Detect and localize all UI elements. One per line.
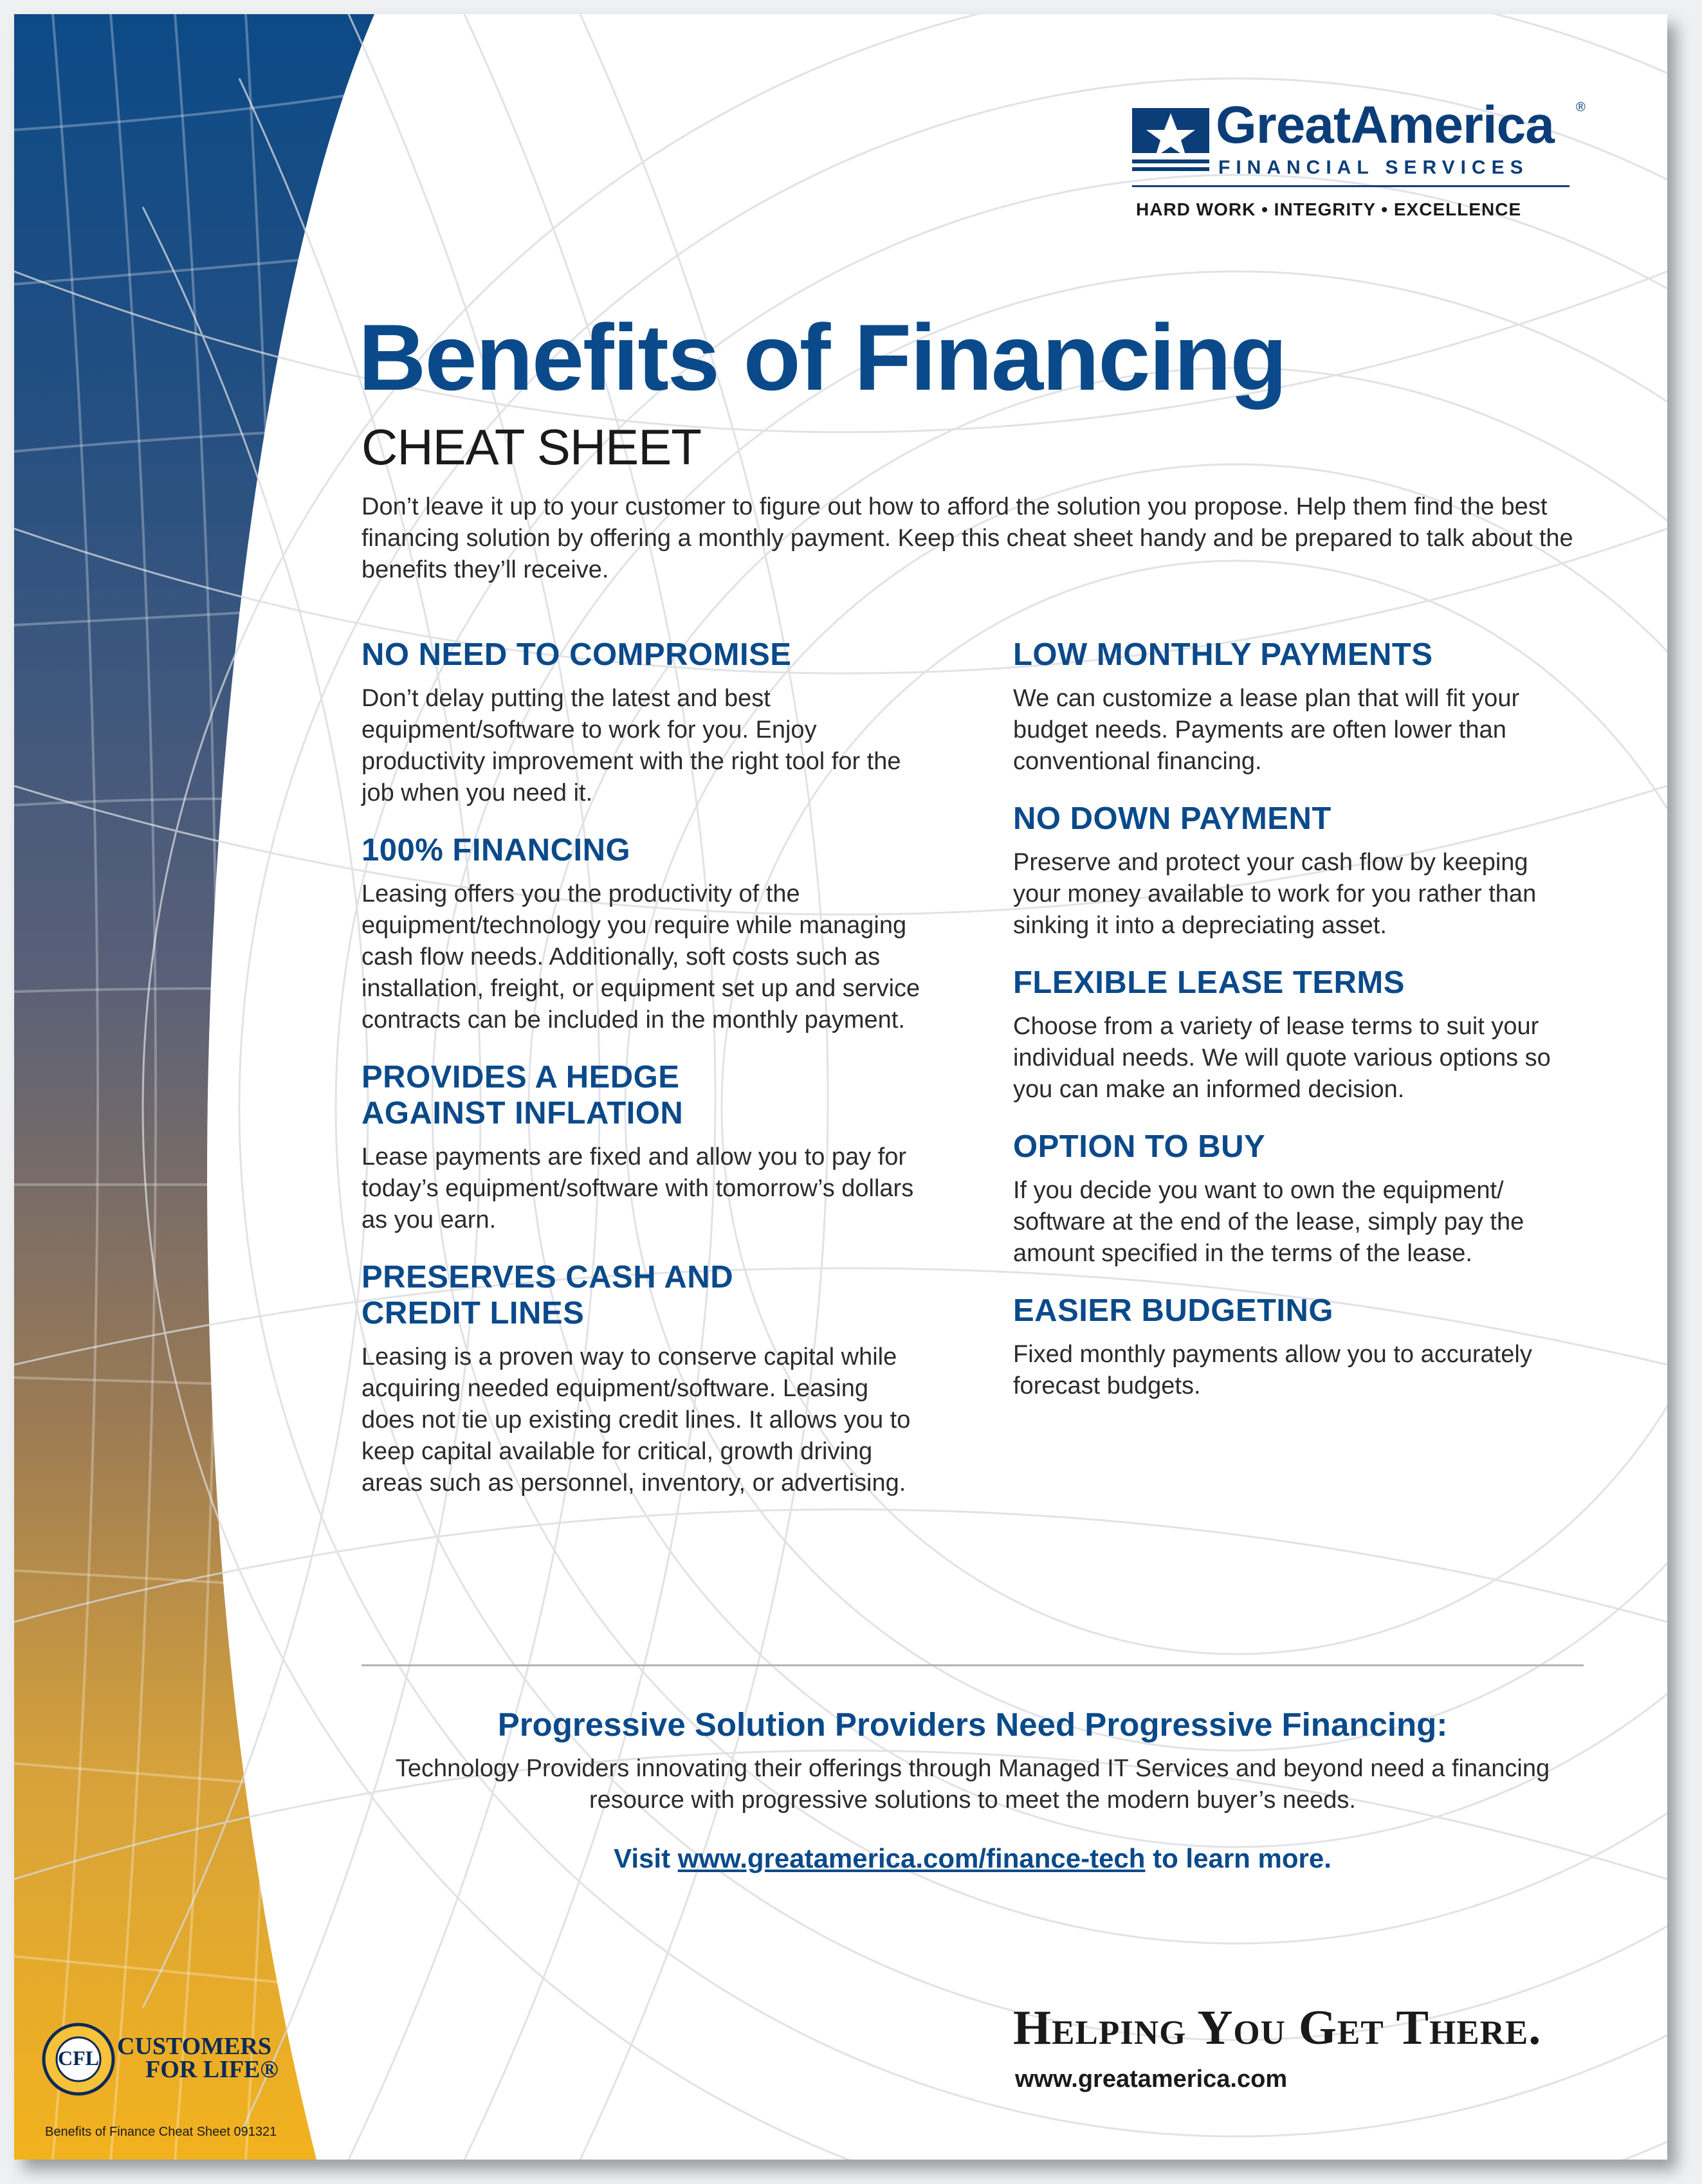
section-heading: NO NEED TO COMPROMISE bbox=[361, 637, 792, 672]
section-body: Preserve and protect your cash flow by keeping your money available to work for you rather than sinking it into a depreciating asset. bbox=[1013, 849, 1537, 939]
intro-paragraph: Don’t leave it up to your customer to figure out how to afford the solution you propose. Help them find the best financing solution by offering a monthly payment. Keep this cheat sheet handy and be prepared to talk about the benefits they’ll receive. bbox=[361, 493, 1573, 583]
left-column bbox=[361, 637, 928, 1522]
progressive-body: Technology Providers innovating their offerings through Managed IT Services and beyond need a financing resource with progressive solutions to meet the modern buyer’s needs. bbox=[395, 1755, 1550, 1814]
section-body: Lease payments are fixed and allow you to pay for today’s equipment/software with tomorrow’s dollars as you earn. bbox=[361, 1143, 914, 1233]
cfl-line2: FOR LIFE® bbox=[145, 2056, 279, 2083]
registered-mark: ® bbox=[1576, 100, 1586, 114]
page-title: Benefits of Financing bbox=[358, 305, 1286, 410]
section-heading: LOW MONTHLY PAYMENTS bbox=[1013, 637, 1433, 672]
logo-tagline: HARD WORK • INTEGRITY • EXCELLENCE bbox=[1136, 199, 1522, 219]
section-heading: OPTION TO BUY bbox=[1013, 1129, 1266, 1164]
section-no-down-payment bbox=[1013, 801, 1579, 942]
section-flexible-lease-terms bbox=[1013, 965, 1579, 1106]
section-body: Leasing offers you the productivity of the equipment/technology you require while managing cash flow needs. Additionally, soft costs such as installation, freight, or equipment set up and service contracts can be included in the monthly payment. bbox=[361, 880, 920, 1033]
page-subtitle: CHEAT SHEET bbox=[361, 419, 701, 475]
finance-tech-link[interactable]: www.greatamerica.com/finance-tech bbox=[677, 1843, 1146, 1873]
section-body: Leasing is a proven way to conserve capital while acquiring needed equipment/software. Leasing does not tie up existing credit lines. It allows you to keep capital available for critical, growth driving areas such as personnel, inventory, or advertising. bbox=[361, 1343, 911, 1497]
section-preserves-cash bbox=[361, 1259, 928, 1499]
section-hedge-against-inflation bbox=[361, 1059, 928, 1236]
section-100-financing bbox=[361, 832, 928, 1036]
section-heading: FLEXIBLE LEASE TERMS bbox=[1013, 965, 1405, 1000]
website-url[interactable]: www.greatamerica.com bbox=[1015, 2066, 1288, 2093]
section-body: Fixed monthly payments allow you to accurately forecast budgets. bbox=[1013, 1341, 1532, 1399]
section-option-to-buy bbox=[1013, 1129, 1579, 1269]
flag-star-logo-icon bbox=[1132, 108, 1209, 171]
progressive-heading: Progressive Solution Providers Need Progressive Financing: bbox=[497, 1706, 1448, 1743]
section-body: If you decide you want to own the equipment/ software at the end of the lease, simply pay the amount specified in the terms of the lease. bbox=[1013, 1177, 1524, 1267]
section-heading: PROVIDES A HEDGE AGAINST INFLATION bbox=[361, 1060, 684, 1131]
section-body: We can customize a lease plan that will fit your budget needs. Payments are often lower than conventional financing. bbox=[1013, 685, 1520, 775]
section-no-need-to-compromise bbox=[361, 637, 928, 809]
section-body: Choose from a variety of lease terms to suit your individual needs. We will quote various options so you can make an informed decision. bbox=[1013, 1013, 1551, 1103]
logo-division: FINANCIAL SERVICES bbox=[1218, 157, 1529, 178]
section-body: Don’t delay putting the latest and best equipment/software to work for you. Enjoy productivity improvement with the right tool for the job when you need it. bbox=[361, 685, 901, 806]
section-easier-budgeting bbox=[1013, 1293, 1579, 1402]
document-page bbox=[14, 14, 1667, 2160]
slogan: Helping You Get There. bbox=[1013, 2001, 1542, 2055]
visit-suffix: to learn more. bbox=[1145, 1843, 1331, 1873]
section-low-monthly-payments bbox=[1013, 637, 1579, 778]
cfl-badge-text: CFL bbox=[58, 2046, 99, 2070]
section-divider bbox=[361, 1664, 1584, 1666]
section-heading: NO DOWN PAYMENT bbox=[1013, 801, 1331, 836]
cfl-line1: CUSTOMERS bbox=[117, 2033, 272, 2060]
visit-line bbox=[361, 1843, 1584, 1874]
right-column bbox=[1013, 637, 1579, 1425]
logo-rule bbox=[1132, 185, 1569, 187]
visit-prefix: Visit bbox=[614, 1843, 678, 1873]
section-heading: 100% FINANCING bbox=[361, 833, 631, 868]
section-heading: PRESERVES CASH AND CREDIT LINES bbox=[361, 1260, 734, 1331]
logo-wordmark: GreatAmerica bbox=[1216, 96, 1554, 154]
cfl-text bbox=[117, 2035, 279, 2081]
document-id: Benefits of Finance Cheat Sheet 091321 bbox=[45, 2125, 277, 2139]
section-heading: EASIER BUDGETING bbox=[1013, 1293, 1334, 1328]
